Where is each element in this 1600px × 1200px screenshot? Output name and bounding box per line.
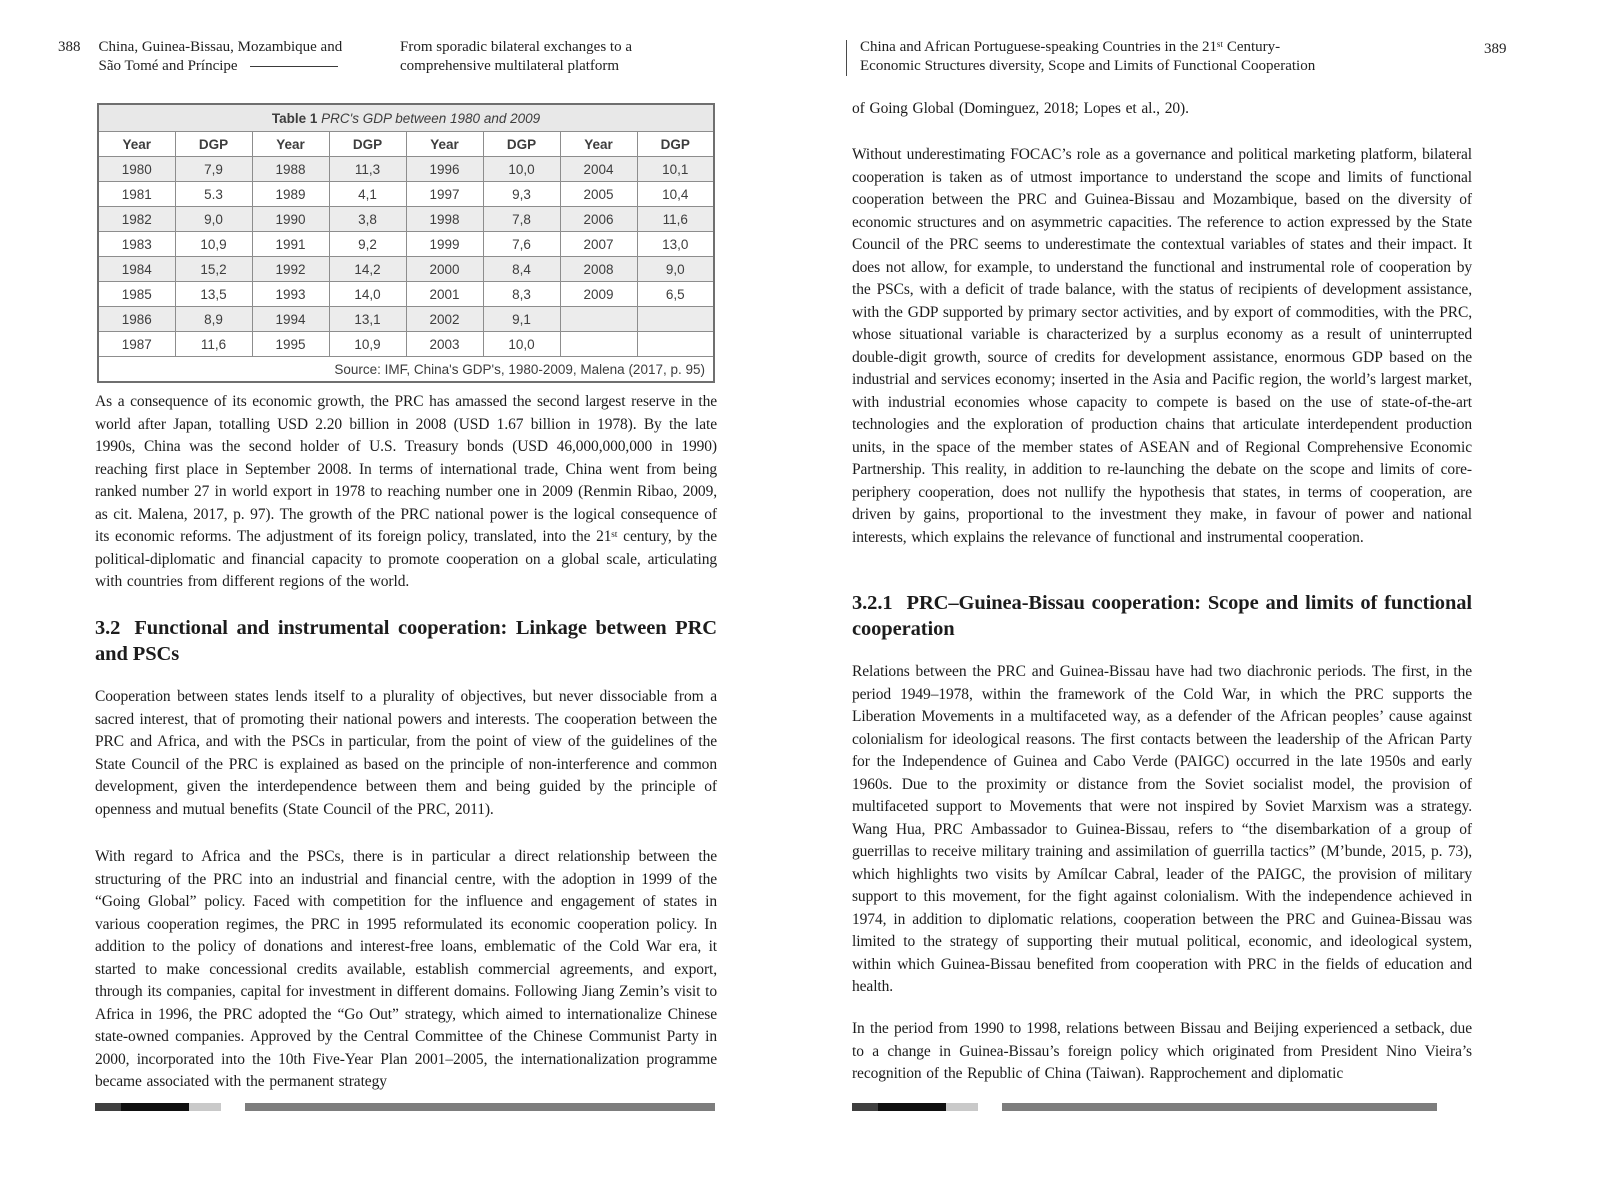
table-cell: [560, 332, 637, 357]
table-cell: 1981: [98, 182, 175, 207]
table-cell: 1996: [406, 157, 483, 182]
table-cell: 13,5: [175, 282, 252, 307]
right-paragraph-1: Without underestimating FOCAC’s role as a governance and political marketing platform, bilateral cooperation is taken as of utmost importance to understand the scope and limits of functional cooperation between the PRC and Guinea-Bissau and Mozambique, based on the diversity of economic structures and on asymmetric capacities. The reference to action expressed by the State Council of the PRC seems to underestimate the contextual variables of states and their impact. It does not allow, for example, to understand the functional and instrumental role of cooperation by the PSCs, with a deficit of trade balance, with the status of recipients of development assistance, with the GDP supported by primary sector activities, and by export of commodities, with the PRC, whose situational variable is characterized by a surplus economy as a result of uninterrupted double-digit growth, source of credits for development assistance, enormous GDP based on the industrial and services economy; inserted in the Asia and Pacific region, the world’s largest market, with industrial economies whose capacity to compete is based on the use of state-of-the-art technologies and the exploration of production chains that articulate interdependent production units, in the space of the member states of ASEAN and of Regional Comprehensive Economic Partnership. This reality, in addition to re-launching the debate on the scope and limits of core-periphery cooperation, does not nullify the hypothesis that states, in terms of cooperation, are driven by gains, proportional to the investment they make, in favour of power and national interests, which explains the relevance of functional and instrumental cooperation.: [852, 146, 1473, 546]
table-cell: 1990: [252, 207, 329, 232]
section-number: 3.2.1: [852, 592, 893, 614]
footer-segment-light: [189, 1103, 221, 1111]
table-cell: 8,9: [175, 307, 252, 332]
footer-segment-black: [878, 1103, 946, 1111]
table-cell: 3,8: [329, 207, 406, 232]
table-cell: 11,6: [637, 207, 714, 232]
footer-segment-dark: [95, 1103, 121, 1111]
left-page-header: [58, 38, 342, 76]
table-cell: 2008: [560, 257, 637, 282]
column-header: DGP: [637, 132, 714, 157]
table-cell: 1988: [252, 157, 329, 182]
table-cell: 1982: [98, 207, 175, 232]
left-paragraph-1: As a consequence of its economic growth, the PRC has amassed the second largest reserve in the world after Japan, totalling USD 2.20 billion in 2008 (USD 1.67 billion in 1978). By the late 1990s, China was the second holder of U.S. Treasury bonds (USD 46,000,000,000 in 1990) reaching first place in September 2008. In terms of international trade, China went from being ranked number 27 in world export in 1978 to reaching number one in 2009 (Renmin Ribao, 2009, as cit. Malena, 2017, p. 97). The growth of the PRC national power is the logical consequence of its economic reforms. The adjustment of its foreign policy, translated, into the 21ˢᵗ century, by the political-diplomatic and financial capacity to promote cooperation on a global scale, articulating with countries from different regions of the world.: [95, 393, 717, 590]
right-paragraph-0: of Going Global (Dominguez, 2018; Lopes et al., 20).: [852, 100, 1189, 117]
table-cell: 1987: [98, 332, 175, 357]
table-title-row: [98, 104, 714, 132]
right-header-line1: China and African Portuguese-speaking Countries in the 21ˢᵗ Century-: [860, 39, 1281, 55]
table-cell: 9,2: [329, 232, 406, 257]
table-row: [98, 207, 714, 232]
book-title-line2: São Tomé and Príncipe: [98, 57, 238, 74]
table-cell: 8,4: [483, 257, 560, 282]
right-page-header: [846, 38, 1315, 76]
column-header: DGP: [329, 132, 406, 157]
table-cell: 10,4: [637, 182, 714, 207]
table-cell: 9,1: [483, 307, 560, 332]
table-cell: [637, 332, 714, 357]
table-cell: 10,0: [483, 332, 560, 357]
table-cell: 1985: [98, 282, 175, 307]
table-source: Source: IMF, China's GDP's, 1980-2009, Malena (2017, p. 95): [98, 357, 714, 383]
table-cell: 2009: [560, 282, 637, 307]
table-cell: 2002: [406, 307, 483, 332]
table-cell: 1983: [98, 232, 175, 257]
column-header: Year: [98, 132, 175, 157]
table-cell: 10,9: [175, 232, 252, 257]
table-cell: 6,5: [637, 282, 714, 307]
table-cell: 1984: [98, 257, 175, 282]
table-cell: 1989: [252, 182, 329, 207]
section-title: Functional and instrumental cooperation: Linkage between PRC and PSCs: [95, 617, 717, 665]
table-cell: 1998: [406, 207, 483, 232]
table-cell: 1980: [98, 157, 175, 182]
column-header: Year: [406, 132, 483, 157]
chapter-title-line1: From sporadic bilateral exchanges to a: [400, 39, 633, 55]
left-paragraph-3: With regard to Africa and the PSCs, there is in particular a direct relationship between the structuring of the PRC into an industrial and financial centre, with the adoption in 1999 of the “Going Global” policy. Faced with competition for the influence and engagement of states in various cooperation regimes, the PRC in 1995 reformulated its economic cooperation policy. In addition to the policy of donations and interest-free loans, emblematic of the Cold War era, it started to make concessional credits available, establish commercial agreements, and export, through its companies, capital for investment in different domains. Following Jiang Zemin’s visit to Africa in 1996, the PRC adopted the “Go Out” strategy, which aimed to internationalize Chinese state-owned companies. Approved by the Central Committee of the Chinese Communist Party in 2000, incorporated into the 10th Five-Year Plan 2001–2005, the internationalization programme became associated with the permanent strategy: [95, 848, 717, 1090]
table-cell: 9,3: [483, 182, 560, 207]
section-heading-3-2-1: [852, 590, 1472, 642]
chapter-title-line2: comprehensive multilateral platform: [400, 57, 620, 74]
table-cell: 10,1: [637, 157, 714, 182]
right-header-line2: Economic Structures diversity, Scope and Limits of Functional Cooperation: [860, 57, 1316, 74]
table-title-label: Table 1: [271, 110, 318, 126]
table-cell: 2005: [560, 182, 637, 207]
footer-segment-dark: [852, 1103, 878, 1111]
table-cell: 11,6: [175, 332, 252, 357]
footer-gap: [221, 1103, 245, 1111]
left-paragraph-2: Cooperation between states lends itself to a plurality of objectives, but never dissociable from a sacred interest, that of promoting their national powers and interests. The cooperation between the PRC and Africa, and with the PSCs in particular, from the point of view of the guidelines of the State Council of the PRC is explained as based on the principle of non-interference and common development, given the interdependence between them and being guided by the principle of openness and mutual benefits (State Council of the PRC, 2011).: [95, 688, 717, 818]
table-cell: 1997: [406, 182, 483, 207]
table-cell: 9,0: [637, 257, 714, 282]
footer-segment-light: [946, 1103, 978, 1111]
table-cell: 8,3: [483, 282, 560, 307]
table-row: [98, 332, 714, 357]
table-cell: 1999: [406, 232, 483, 257]
table-cell: 7,8: [483, 207, 560, 232]
table-cell: 2004: [560, 157, 637, 182]
table-cell: 2006: [560, 207, 637, 232]
table-cell: 2001: [406, 282, 483, 307]
book-title-line1: China, Guinea-Bissau, Mozambique and: [98, 39, 343, 55]
table-source-row: [98, 357, 714, 383]
left-page-number: 388: [58, 39, 81, 55]
right-paragraph-3: In the period from 1990 to 1998, relations between Bissau and Beijing experienced a setback, due to a change in Guinea-Bissau’s foreign policy which originated from President Nino Vieira’s recognition of the Republic of China (Taiwan). Rapprochement and diplomatic: [852, 1020, 1472, 1082]
right-paragraph-2: Relations between the PRC and Guinea-Bissau have had two diachronic periods. The first, in the period 1949–1978, within the framework of the Cold War, in which the PRC supports the Liberation Movements in a multifaceted way, as a defender of the African peoples’ cause against colonialism for ideological reasons. The first contacts between the leadership of the African Party for the Independence of Guinea and Cabo Verde (PAIGC) occurred in the late 1950s and early 1960s. Due to the proximity or distance from the Soviet socialist model, the provision of multifaceted support to Movements that were not inspired by Soviet Marxism was a strategy. Wang Hua, PRC Ambassador to Guinea-Bissau, refers to “the disembarkation of a group of guerrillas to receive military training and assimilation of guerrilla tactics” (M’bunde, 2015, p. 73), which highlights two visits by Amílcar Cabral, leader of the PAIGC, the provision of military support to this movement, for the fight against colonialism. With the independence achieved in 1974, in addition to diplomatic relations, cooperation between the PRC and Guinea-Bissau was limited to the strategy of supporting their mutual political, economic, and ideological system, within which Guinea-Bissau benefited from cooperation with PRC in the fields of education and health.: [852, 663, 1472, 995]
table-cell: 2003: [406, 332, 483, 357]
table-cell: 1994: [252, 307, 329, 332]
table-cell: [560, 307, 637, 332]
table-cell: 1991: [252, 232, 329, 257]
gdp-table-container: [97, 103, 715, 383]
table-cell: 13,1: [329, 307, 406, 332]
table-row: [98, 232, 714, 257]
table-cell: 9,0: [175, 207, 252, 232]
header-rule: [250, 66, 338, 67]
gdp-table: [97, 103, 715, 383]
table-cell: 2000: [406, 257, 483, 282]
table-row: [98, 182, 714, 207]
table-cell: 11,3: [329, 157, 406, 182]
table-row: [98, 307, 714, 332]
table-cell: 15,2: [175, 257, 252, 282]
right-page-number: 389: [1484, 41, 1507, 57]
table-row: [98, 282, 714, 307]
right-header-title: [860, 38, 1315, 76]
table-cell: 1993: [252, 282, 329, 307]
column-header: DGP: [483, 132, 560, 157]
footer-segment-black: [121, 1103, 189, 1111]
section-title: PRC–Guinea-Bissau cooperation: Scope and limits of functional cooperation: [852, 592, 1472, 640]
table-cell: 14,0: [329, 282, 406, 307]
table-row: [98, 157, 714, 182]
table-cell: 7,9: [175, 157, 252, 182]
table-cell: 13,0: [637, 232, 714, 257]
table-cell: 14,2: [329, 257, 406, 282]
right-footer-bar: [852, 1103, 1437, 1111]
book-title: [99, 38, 343, 76]
table-cell: 4,1: [329, 182, 406, 207]
footer-long-bar: [245, 1103, 715, 1111]
table-cell: 1992: [252, 257, 329, 282]
column-header: Year: [252, 132, 329, 157]
table-cell: 5.3: [175, 182, 252, 207]
column-header: DGP: [175, 132, 252, 157]
table-cell: 2007: [560, 232, 637, 257]
table-row: [98, 257, 714, 282]
table-cell: 10,0: [483, 157, 560, 182]
footer-gap: [978, 1103, 1002, 1111]
left-footer-bar: [95, 1103, 715, 1111]
section-number: 3.2: [95, 617, 121, 639]
table-cell: 7,6: [483, 232, 560, 257]
column-header: Year: [560, 132, 637, 157]
table-cell: [637, 307, 714, 332]
chapter-title: [400, 38, 680, 76]
table-header-row: [98, 132, 714, 157]
footer-long-bar: [1002, 1103, 1437, 1111]
table-cell: 1995: [252, 332, 329, 357]
header-vertical-rule: [846, 40, 847, 76]
table-cell: 10,9: [329, 332, 406, 357]
table-cell: 1986: [98, 307, 175, 332]
table-title: [98, 104, 714, 132]
table-title-text: PRC's GDP between 1980 and 2009: [321, 110, 541, 126]
section-heading-3-2: [95, 615, 717, 667]
